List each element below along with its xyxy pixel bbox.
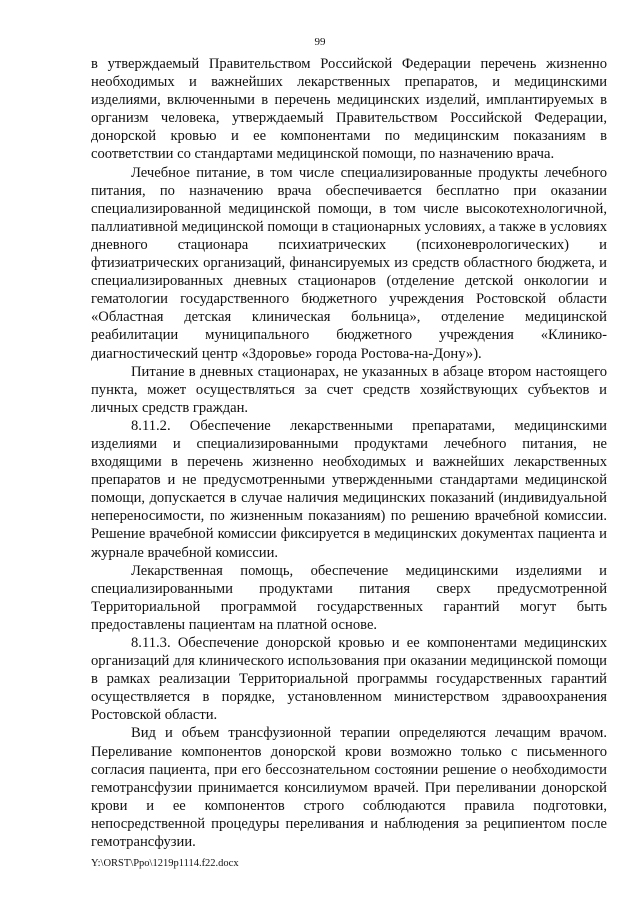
- paragraph-day-hospital-nutrition: Питание в дневных стационарах, не указанных в абзаце втором настоящего пункта, может осуществляться за счет средств хозяйствующих субъектов и личных средств граждан.: [91, 363, 607, 416]
- paragraph-8-11-2: 8.11.2. Обеспечение лекарственными препаратами, медицинскими изделиями и специализированными продуктами лечебного питания, не входящими в перечень жизненно необходимых и важнейших лекарственных препаратов и не предусмотренными утвержденными стандартами медицинской помощи, допускается в случае наличия медицинских показаний (индивидуальной непереносимости, по жизненным показаниям) по решению врачебной комиссии. Решение врачебной комиссии фиксируется в медицинских документах пациента и журнале врачебной комиссии.: [91, 417, 607, 561]
- paragraph-continuation: в утверждаемый Правительством Российской Федерации перечень жизненно необходимых и важнейших лекарственных препаратов, и медицинскими изделиями, включенными в перечень медицинских изделий, имплантируемых в организм человека, утверждаемый Правительством Российской Федерации, донорской кровью и ее компонентами по медицинским показаниям в соответствии со стандартами медицинской помощи, по назначению врача.: [91, 56, 607, 163]
- paragraph-therapeutic-nutrition: Лечебное питание, в том числе специализированные продукты лечебного питания, по назначению врача обеспечивается бесплатно при оказании специализированной медицинской помощи, в том числе высокотехнологичной, паллиативной медицинской помощи в стационарных условиях, а также в условиях дневного стационара психиатрических (психоневрологических) и фтизиатрических организаций, финансируемых из средств областного бюджета, и специализированных дневных стационаров (отделение детской онкологии и гематологии государственного бюджетного учреждения Ростовской области «Областная детская клиническая больница», отделение медицинской реабилитации муниципального бюджетного учреждения «Клинико-диагностический центр «Здоровье» города Ростова-на-Дону»).: [91, 164, 607, 362]
- paragraph-paid-drug-assistance: Лекарственная помощь, обеспечение медицинскими изделиями и специализированными продуктами питания сверх предусмотренной Территориальной программой государственных гарантий могут быть предоставлены пациентам на платной основе.: [91, 562, 607, 633]
- paragraph-8-11-3: 8.11.3. Обеспечение донорской кровью и ее компонентами медицинских организаций для клинического использования при оказании медицинской помощи в рамках реализации Территориальной программы государственных гарантий осуществляется в порядке, установленном министерством здравоохранения Ростовской области.: [91, 635, 607, 724]
- document-body: [91, 55, 607, 851]
- page-number: 99: [314, 36, 326, 48]
- footer-file-path: Y:\ORST\Ppo\1219p1114.f22.docx: [91, 858, 239, 869]
- paragraph-transfusion-therapy: Вид и объем трансфузионной терапии определяются лечащим врачом. Переливание компонентов донорской крови возможно только с письменного согласия пациента, при его бессознательном состоянии решение о необходимости гемотрансфузии принимается консилиумом врачей. При переливании донорской крови и ее компонентов строго соблюдаются правила подготовки, непосредственной процедуры переливания и наблюдения за реципиентом после гемотрансфузии.: [91, 725, 607, 851]
